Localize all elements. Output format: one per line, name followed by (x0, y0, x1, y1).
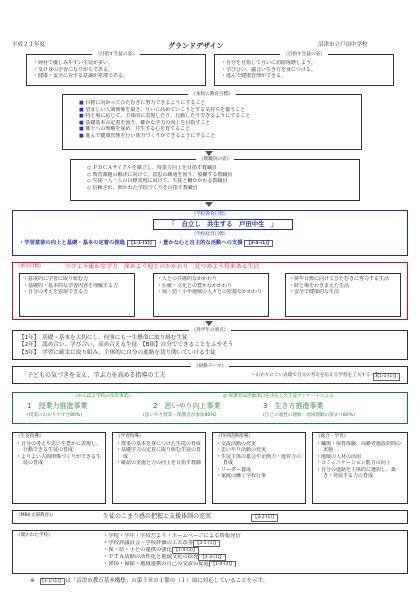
grade-row (19, 342, 401, 349)
list-item: ・ 受け身の学習になりがちである。 (33, 67, 199, 74)
list-item: ■ 郷土への理解を深め、共生する心を育てること (79, 126, 355, 133)
list-item: ・ コミュニケーション能力の向上 (316, 460, 404, 467)
area-caption: 《総合・学習》 (316, 434, 349, 439)
grade-text: 学習に確実に取り組み、主体的に自分の進路を切り開いていける生徒 (42, 349, 216, 356)
grade-box (12, 330, 408, 360)
area-list (113, 441, 205, 467)
evaluation-box (12, 392, 408, 424)
focus-text: つけよう確かな学力 深めよう他とのかかわり 見つめよう将来ある生活 (65, 264, 260, 270)
grade-caption: 《各学年の重点》 (189, 328, 232, 333)
evaluation-caption: 《かんばる学校の改善事業》 (73, 394, 133, 399)
list-item: ・ 学び合い、議合い生き方を身につける。 (221, 67, 387, 74)
grade-label: 【2年】 (19, 342, 37, 349)
footnote-mark: ※ (30, 578, 35, 584)
grade-rows (13, 331, 407, 357)
student-goal-box (26, 54, 206, 86)
research-box (12, 366, 408, 384)
policy-list (63, 95, 361, 139)
focus-column-3 (285, 273, 401, 317)
area-list (213, 441, 305, 480)
focus-box (12, 262, 408, 320)
area-box-student-guidance (12, 432, 106, 504)
list-item: ・ 学校評議員会・学校評価の工夫改善 【3-1-(1)】 (103, 540, 407, 547)
footnote-text: は「沼津市教育基本構想」の第３章の１節の（１）項に対応していることを示す。 (65, 578, 269, 584)
list-item: ・ 思いやり活動の充実 (216, 447, 302, 454)
list-item: ◇ 生徒一人一人の目標実現に向けて、生徒と働かかわる教職員 (87, 178, 353, 185)
list-item: ■ 望ましい人間関係を築き、互いに高めていこうとする気持ちを養うこと (79, 107, 355, 114)
research-caption: 《研修テーマ》 (191, 364, 229, 369)
management-caption: 《学校経営目標》 (191, 232, 229, 237)
list-item: ・ 授業の基本を身につけた生徒の育成 (116, 441, 202, 448)
staff-box (70, 159, 360, 201)
focus-list-1 (20, 274, 134, 298)
area-box-special-activities (212, 432, 306, 504)
school-name: 沼津市立戸田中学校 (318, 42, 368, 48)
list-item: ◇ ＰＤＣＡサイクルを確立し、授業力向上を目指す教職員 (87, 165, 353, 172)
list-item: ・ 健康・安全に対する意識が希薄である。 (33, 73, 199, 80)
list-item: ・ 自分の進路を主体的に選択し、築き・発展する力の育成 (316, 467, 404, 480)
policy-box (62, 94, 362, 150)
area-caption: 《学習指導》 (116, 434, 144, 439)
management-goal-row (19, 240, 273, 247)
school-goal-box (214, 54, 394, 86)
grade-text: 認め合い、学び合い、高め合える生徒 【B組】自分でできることをふやそう (42, 342, 234, 349)
research-note: ～わかりにくい表現で自分の考えを伝える学習を工夫する～】 (251, 373, 380, 378)
evaluation-item: 2 思いやり向上事業 (153, 402, 221, 410)
school-goal-caption: 《目指す生徒の姿》 (280, 52, 327, 57)
list-item: ・ 職場・保育体験、高齢者施設訪問の実施 (316, 441, 404, 454)
list-item: ◇ 教育課題の解決に向けて、意思の疎通を図り、協働する教職員 (87, 172, 353, 179)
list-item: ・ 保・幼・小や地域の人々との密接なかかわり (157, 289, 265, 296)
evaluation-note: (思いやり授業・保護者が参加80%) (143, 413, 217, 418)
list-item: ・ 基礎学力の定着に取り組む生徒の育成 (116, 447, 202, 460)
evaluation-item: 3 生き方推進事業 (263, 402, 324, 410)
list-item: ・ リーダー養成 (216, 467, 302, 474)
staff-caption: 《教職員の姿》 (196, 157, 234, 162)
list-item: ■ 時と場に応じて、主体的に表現したり、行動したりできるようにすること (79, 113, 355, 120)
list-item: ・ ＰＴＡ活動の活性化と地域文化の拡充 【3-3-(1)】 (103, 554, 407, 561)
list-item: ・ よりよい人間関係づくりができる生徒の育成 (16, 454, 102, 467)
down-arrow-icon (205, 321, 213, 326)
school-motto: 「 自立し 共生する 戸田中生 」 (153, 219, 293, 230)
list-item: ・ 安全で健康的な生活 (289, 289, 397, 296)
ref-code: 【1-1-(1)】 (42, 579, 64, 584)
open-caption: 《開かれた学校》 (16, 533, 53, 538)
list-item: ■ 基礎基本の定着を図り、確かな学力の向上を目指すこと (79, 120, 355, 127)
list-item: ・ 自分を自指して互いに切磋琢磨しよう。 (221, 60, 387, 67)
list-item: ・ 自分の考えを表現できる力 (23, 289, 131, 296)
evaluation-note: (授業のわかりやすさ80%) (27, 413, 83, 418)
ref-code: 【1-1-(1)】 (375, 374, 399, 379)
list-item: ・ 基礎的・基本的な学習内容を理解する力 (23, 283, 131, 290)
policy-caption: 《本校の教育目標》 (188, 92, 235, 97)
list-item: ◇ 信頼され、開かれた学校づくりを目指す教職員 (87, 185, 353, 192)
open-list (13, 531, 407, 567)
focus-list-3 (286, 274, 400, 298)
area-box-integrated-study (312, 432, 408, 504)
list-item: ・ 地域の人材の活用 (316, 454, 404, 461)
student-goal-caption: 《目指す生徒の姿》 (92, 52, 139, 57)
school-goal-list (215, 55, 393, 80)
down-arrow-icon (205, 202, 213, 207)
list-item: ・ 人との共感的なかかわり (157, 276, 265, 283)
management-goal-1: ・学習意欲の向上と基礎・基本の定着の推進 (19, 240, 125, 246)
area-list (313, 441, 407, 480)
ref-code: 【1-1-(1)】 (128, 241, 154, 246)
open-school-box (12, 530, 408, 574)
focus-column-1 (19, 273, 135, 317)
support-box (12, 510, 408, 524)
area-box-learning-guidance (112, 432, 206, 504)
support-caption: 《MBI(文部教育)》 (16, 513, 56, 518)
list-item: ・ 保・幼・小との連携の強化 【1-4-(3)】 (103, 547, 407, 554)
theme-caption: 《学校教育目標》 (191, 212, 229, 217)
management-goal-2: ・豊かな心と自主的な活動への支援 (157, 240, 243, 246)
evaluation-caption-2: ◎ 保護者は評価項目を決定した生徒アンケートによる (223, 394, 334, 399)
list-item: ・ 伝統・文化との豊かなかかわり (157, 283, 265, 290)
list-item: ・ 夢や目標に向けてひたむきに努力する生活 (289, 276, 397, 283)
list-item: ・ 学校・学年・学校だより・ホームページによる情報発信 (103, 533, 407, 540)
year-label: 平成２１年度 (12, 42, 46, 48)
focus-column-2 (153, 273, 269, 317)
list-item: ■ 目標に向かってひたむきに努力できるようにすること (79, 100, 355, 107)
theme-box (12, 210, 408, 256)
grade-row (19, 350, 401, 357)
grade-label: 【3年】 (19, 349, 37, 356)
support-text: 生徒のこまり感の把握と支援体制の充実 (103, 513, 212, 520)
list-item: ■ 進んで健康管理を行い体力づくりができるようにすること (79, 133, 355, 140)
list-item: ・ 挨拶・掃除・地域連携の自己の交流の促進 【1-4-(3)】 (103, 561, 407, 568)
research-text: 「子どもの気づきを支え、学ぶ力を高める指導の工夫 (21, 372, 166, 379)
student-goal-list (27, 55, 205, 80)
list-item: ・ 純朴で優しみやすい生徒が多い。 (33, 60, 199, 67)
page-title: グランドデザイン (168, 41, 224, 50)
grade-text: 基礎・基本を大切にし、何事にも一生懸命に取り組む生徒 (42, 335, 188, 341)
focus-list-2 (154, 274, 268, 298)
list-item: ・ 家庭の働く学校行事 (216, 473, 302, 480)
list-item: ・ 自分の考えや思いを豊かに表現し、行動できる生徒の育成 (16, 441, 102, 454)
list-item: ・ 交流活動の充実 (216, 441, 302, 448)
list-item: ・ 確認の実施と力の向上を目指す教師 (116, 460, 202, 467)
list-item: ・ 生徒主体の集会や企画力・運営力の育成 (216, 454, 302, 467)
footnote (30, 578, 268, 585)
area-caption: 《生徒指導》 (16, 434, 44, 439)
evaluation-note: (自己の適性の理解・地域理解の深まり80%) (263, 413, 355, 418)
list-item: ・ 意欲的に学習に取り組む力 (23, 276, 131, 283)
ref-code: 【3-2-(1)】 (253, 515, 277, 520)
grade-label: 【1年】 (19, 335, 37, 341)
list-item: ・ 進んで健康管理ができる。 (221, 73, 387, 80)
ref-code: 【3-4-(1)】 (246, 241, 272, 246)
staff-list (71, 160, 359, 191)
evaluation-item: 1 授業力推進事業 (27, 402, 88, 410)
area-list (13, 441, 105, 467)
area-caption: 《特別活動指導》 (216, 434, 253, 439)
focus-caption: 《重点目標》 (16, 264, 44, 269)
list-item: ・ 時と場をわきまえた生活 (289, 283, 397, 290)
